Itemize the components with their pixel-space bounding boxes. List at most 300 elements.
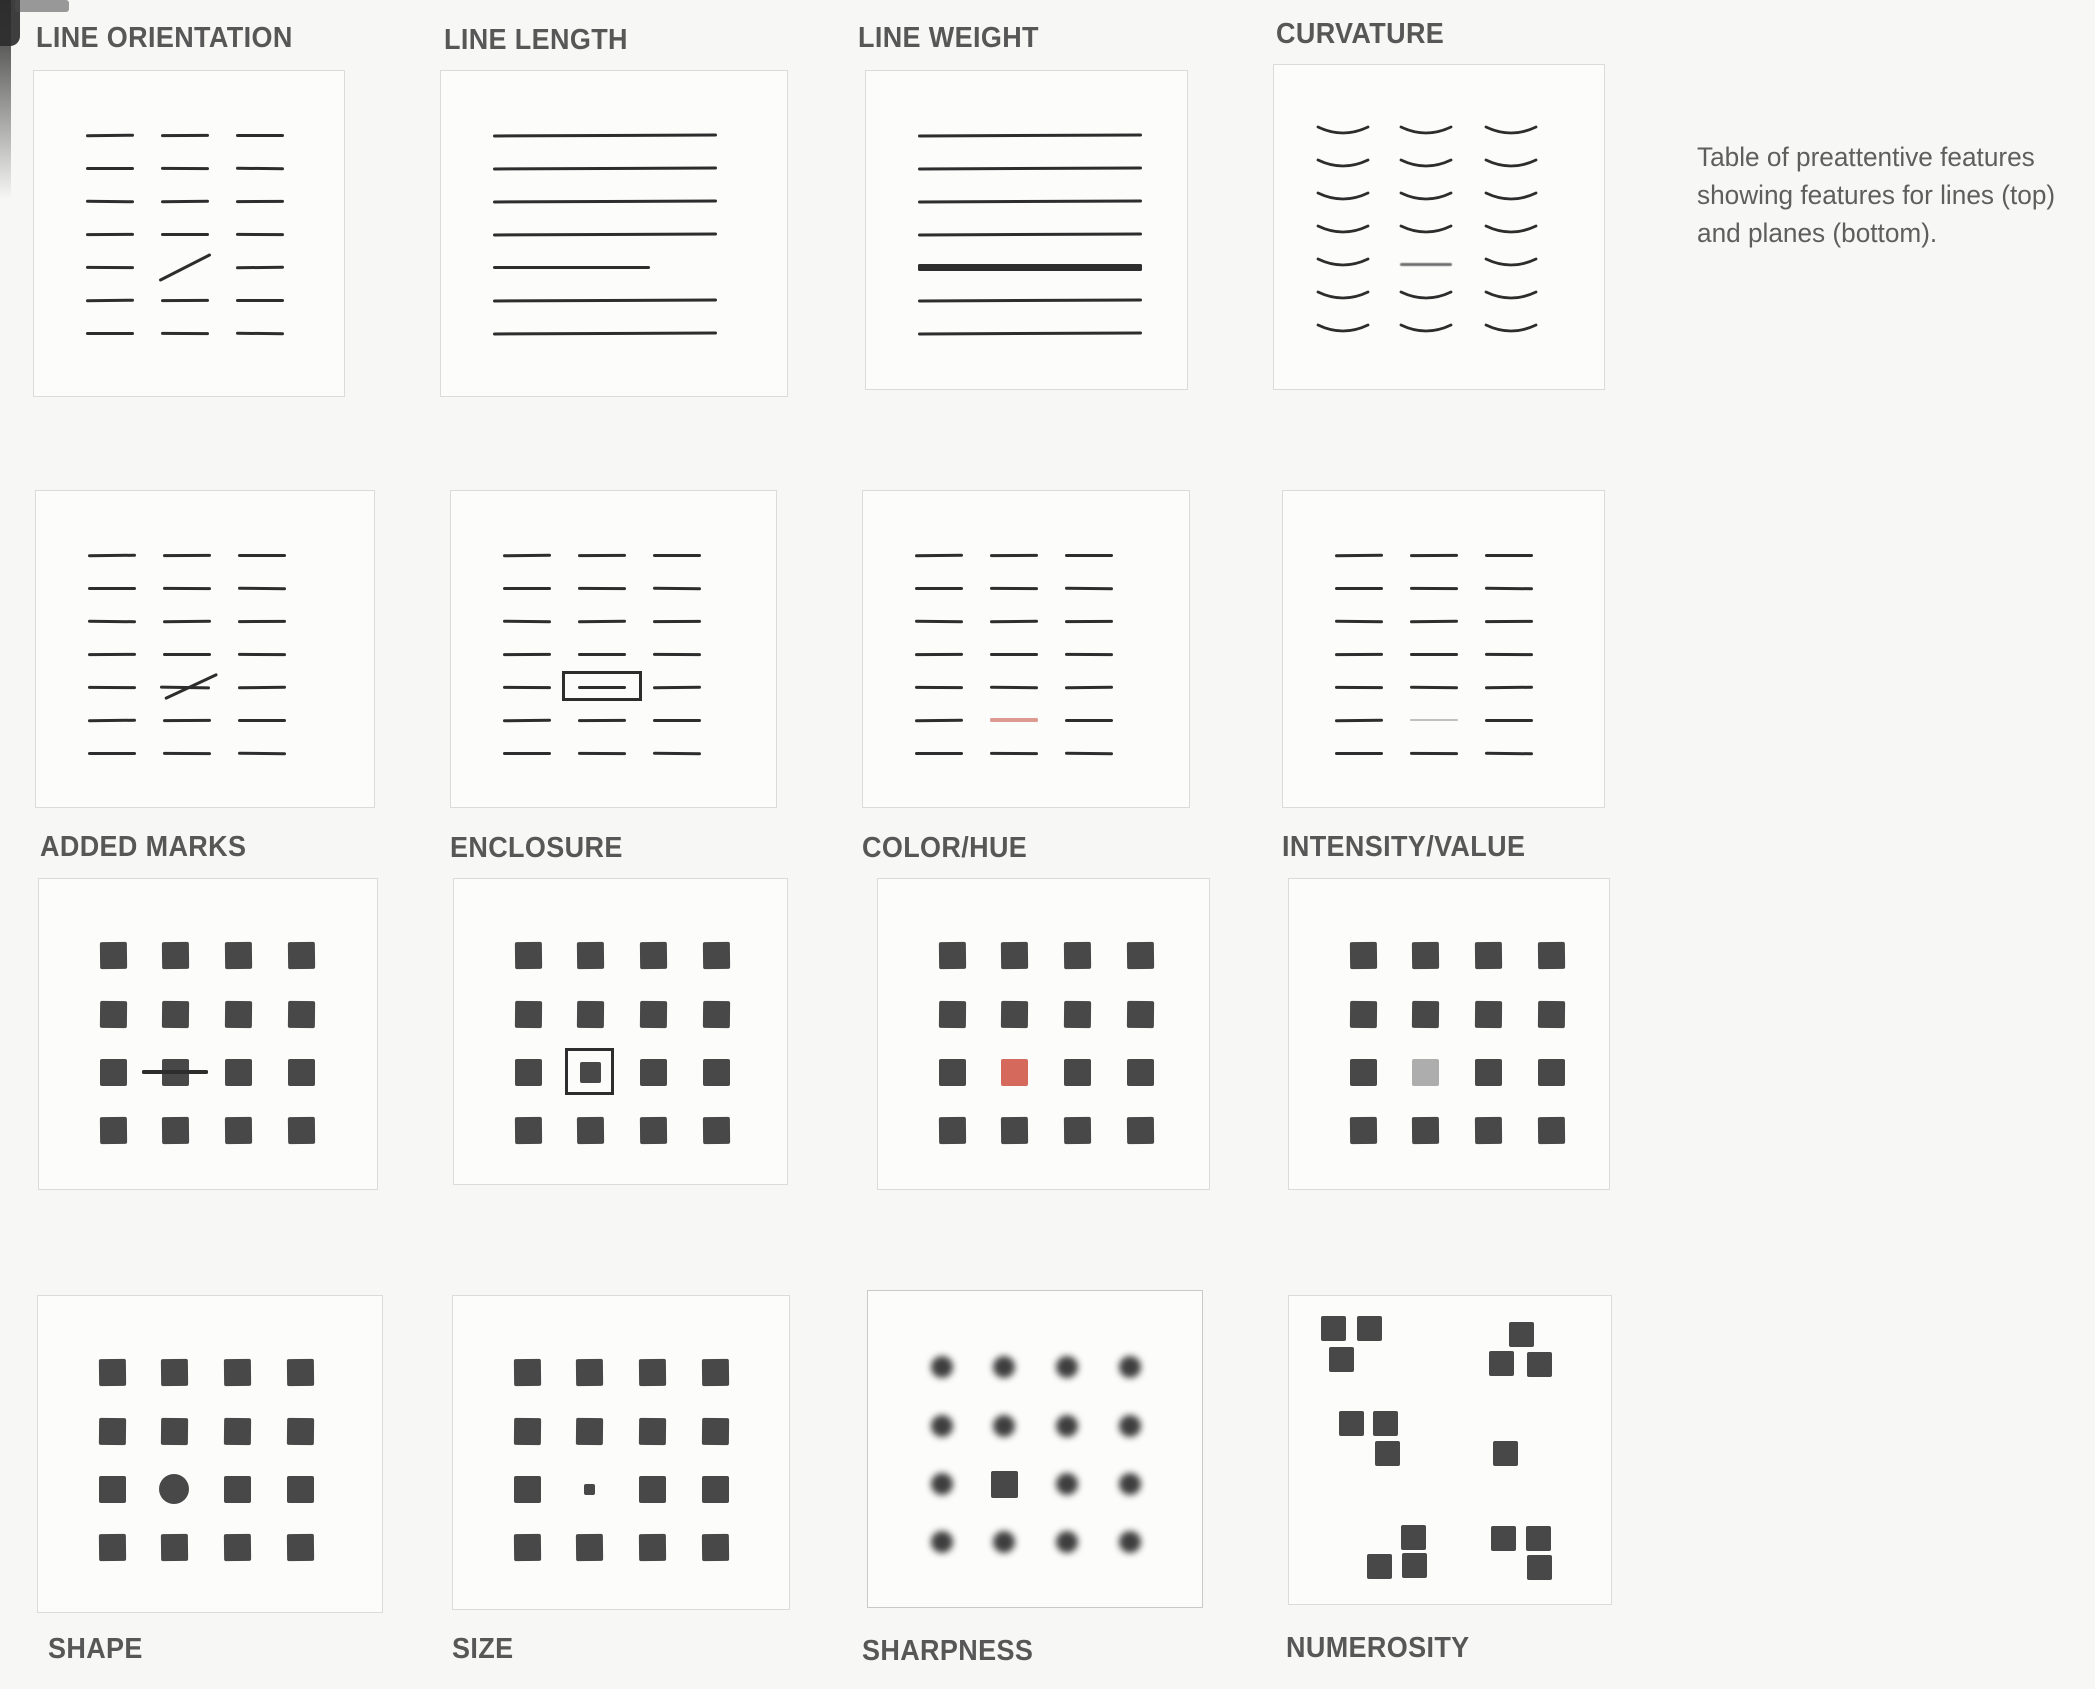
mark-blur-dot	[931, 1415, 953, 1437]
mark-square	[1474, 1000, 1501, 1027]
mark-line	[86, 133, 134, 137]
mark-line	[915, 587, 963, 590]
mark-square	[1537, 941, 1564, 968]
odd-square-red	[1001, 1059, 1028, 1086]
mark-curve	[1399, 156, 1453, 174]
panel-line-weight	[865, 70, 1188, 390]
label-numerosity: NUMEROSITY	[1286, 1632, 1470, 1664]
mark-square	[1350, 1059, 1377, 1086]
mark-square	[575, 1533, 602, 1560]
mark-line	[578, 586, 626, 589]
mark-curve	[1484, 156, 1538, 174]
mark-line	[1065, 554, 1113, 557]
mark-square	[99, 941, 126, 968]
mark-line	[990, 718, 1038, 722]
mark-square	[1127, 1059, 1154, 1086]
mark-square	[1000, 1116, 1027, 1143]
panel-enclosure-lines	[450, 490, 777, 808]
mark-line	[1485, 685, 1533, 689]
label-enclosure-lines: ENCLOSURE	[450, 832, 623, 864]
mark-square	[288, 1059, 315, 1086]
mark-square	[1126, 941, 1153, 968]
mark-line	[86, 199, 134, 203]
mark-line	[493, 232, 717, 236]
mark-line	[990, 553, 1038, 556]
mark-line	[236, 199, 284, 202]
mark-line	[161, 298, 209, 301]
mark-blur-dot	[993, 1531, 1015, 1553]
mark-scatter-square	[1367, 1554, 1392, 1579]
mark-scatter-square	[1373, 1411, 1398, 1436]
mark-square	[286, 1358, 313, 1385]
label-intensity-value-lines: INTENSITY/VALUE	[1282, 831, 1526, 863]
odd-circle	[159, 1474, 189, 1504]
mark-line	[493, 298, 717, 302]
mark-curve	[1316, 288, 1370, 306]
mark-line	[1335, 652, 1383, 655]
mark-blur-dot	[993, 1356, 1015, 1378]
mark-curve	[1399, 321, 1453, 339]
mark-line	[1065, 751, 1113, 755]
mark-square	[638, 1417, 665, 1444]
mark-square	[1411, 1116, 1438, 1143]
mark-line	[915, 652, 963, 655]
mark-line	[1485, 719, 1533, 722]
mark-square	[161, 941, 188, 968]
mark-line	[990, 751, 1038, 754]
mark-square	[938, 941, 965, 968]
mark-square	[1349, 941, 1376, 968]
label-added-marks-lines: ADDED MARKS	[40, 831, 247, 863]
mark-curve	[1316, 156, 1370, 174]
mark-scatter-square	[1493, 1441, 1518, 1466]
mark-line	[1065, 719, 1113, 722]
mark-square	[99, 1116, 126, 1143]
panel-shape	[37, 1295, 383, 1613]
mark-line	[503, 619, 551, 623]
mark-line	[918, 331, 1142, 335]
odd-square-sharp	[991, 1471, 1018, 1498]
mark-square	[514, 1476, 541, 1503]
mark-line	[161, 331, 209, 334]
mark-square	[639, 1116, 666, 1143]
mark-line	[918, 133, 1142, 137]
mark-curve	[1484, 255, 1538, 273]
mark-line	[1335, 553, 1383, 557]
mark-scatter-square	[1526, 1526, 1551, 1551]
mark-curve	[1316, 255, 1370, 273]
mark-line	[653, 751, 701, 755]
mark-square	[1411, 941, 1438, 968]
mark-line	[578, 619, 626, 623]
mark-line	[1335, 718, 1383, 722]
mark-line	[236, 166, 284, 170]
mark-square	[160, 1533, 187, 1560]
mark-square	[939, 1059, 966, 1086]
mark-blur-dot	[1119, 1356, 1141, 1378]
mark-square	[1063, 1000, 1090, 1027]
mark-square	[513, 1358, 540, 1385]
mark-square	[287, 1476, 314, 1503]
mark-line	[915, 685, 963, 688]
mark-line	[1410, 751, 1458, 754]
mark-square	[161, 1000, 188, 1027]
panel-size	[452, 1295, 790, 1610]
mark-line	[915, 752, 963, 755]
mark-line	[163, 553, 211, 556]
mark-blur-dot	[993, 1415, 1015, 1437]
mark-line	[158, 252, 211, 281]
mark-line	[653, 619, 701, 622]
mark-square	[575, 1417, 602, 1444]
mark-blur-dot	[1056, 1356, 1078, 1378]
mark-line	[163, 718, 211, 721]
mark-curve	[1316, 321, 1370, 339]
mark-curve	[1399, 123, 1453, 141]
panel-added-marks-lines	[35, 490, 375, 808]
mark-line	[990, 586, 1038, 589]
mark-line	[88, 685, 136, 688]
mark-line	[236, 299, 284, 302]
mark-square	[1064, 1059, 1091, 1086]
mark-line	[88, 652, 136, 655]
mark-square	[1538, 1059, 1565, 1086]
mark-line	[503, 587, 551, 590]
mark-line	[1485, 554, 1533, 557]
panel-enclosure-planes	[453, 878, 788, 1185]
mark-line	[918, 298, 1142, 302]
mark-line	[1335, 587, 1383, 590]
mark-line	[653, 586, 701, 590]
mark-square	[1349, 1000, 1376, 1027]
mark-line	[578, 553, 626, 556]
mark-square	[514, 941, 541, 968]
mark-line	[653, 685, 701, 689]
mark-line	[1410, 586, 1458, 589]
mark-square	[224, 1000, 251, 1027]
mark-square	[576, 1116, 603, 1143]
mark-line	[493, 133, 717, 137]
mark-square	[1126, 1000, 1153, 1027]
mark-line	[503, 752, 551, 755]
mark-square	[639, 941, 666, 968]
mark-line	[161, 233, 209, 236]
mark-curve	[1316, 123, 1370, 141]
mark-line	[161, 133, 209, 136]
mark-line	[88, 553, 136, 557]
mark-square	[98, 1533, 125, 1560]
mark-square	[640, 1059, 667, 1086]
mark-line	[161, 166, 209, 169]
mark-line	[915, 553, 963, 557]
mark-square	[576, 941, 603, 968]
mark-line	[163, 586, 211, 589]
mark-square	[160, 1417, 187, 1444]
mark-line	[1410, 653, 1458, 656]
mark-curve	[1399, 189, 1453, 207]
mark-square	[287, 941, 314, 968]
mark-line	[503, 718, 551, 722]
mark-square	[98, 1417, 125, 1444]
label-line-weight: LINE WEIGHT	[858, 22, 1039, 54]
mark-line	[163, 751, 211, 754]
mark-scatter-square	[1329, 1347, 1354, 1372]
mark-scatter-square	[1527, 1555, 1552, 1580]
mark-line	[238, 619, 286, 622]
mark-square	[224, 941, 251, 968]
mark-square	[513, 1533, 540, 1560]
mark-square	[223, 1358, 250, 1385]
mark-scatter-square	[1357, 1316, 1382, 1341]
mark-blur-dot	[1119, 1415, 1141, 1437]
panel-numerosity	[1288, 1295, 1612, 1605]
mark-line	[1485, 652, 1533, 655]
mark-scatter-square	[1489, 1351, 1514, 1376]
panel-line-length	[440, 70, 788, 397]
mark-line	[88, 619, 136, 623]
mark-line	[1335, 752, 1383, 755]
mark-line	[1335, 685, 1383, 688]
mark-line	[86, 298, 134, 302]
mark-blur-dot	[1056, 1415, 1078, 1437]
panel-color-hue-lines	[862, 490, 1190, 808]
mark-square	[161, 1116, 188, 1143]
mark-square	[1474, 941, 1501, 968]
mark-square	[286, 1417, 313, 1444]
mark-line	[238, 719, 286, 722]
mark-square	[1000, 1000, 1027, 1027]
caption-line: Table of preattentive features	[1697, 142, 2035, 172]
mark-line	[1065, 586, 1113, 590]
mark-line	[238, 586, 286, 590]
mark-line	[578, 751, 626, 754]
mark-line	[503, 553, 551, 557]
mark-blur-dot	[1056, 1531, 1078, 1553]
mark-square	[287, 1116, 314, 1143]
mark-line	[1410, 685, 1458, 689]
mark-line	[653, 719, 701, 722]
mark-square	[1537, 1000, 1564, 1027]
mark-scatter-square	[1402, 1553, 1427, 1578]
mark-curve	[1316, 222, 1370, 240]
mark-line	[653, 554, 701, 557]
panel-line-orientation	[33, 70, 345, 397]
odd-square-small	[584, 1484, 595, 1495]
panel-added-marks-planes	[38, 878, 378, 1190]
mark-square	[224, 1116, 251, 1143]
mark-curve	[1484, 288, 1538, 306]
label-line-orientation: LINE ORIENTATION	[36, 22, 293, 54]
mark-square	[1475, 1059, 1502, 1086]
mark-line	[1065, 652, 1113, 655]
mark-square	[160, 1358, 187, 1385]
mark-square	[1411, 1000, 1438, 1027]
mark-line	[86, 332, 134, 335]
mark-square	[1063, 941, 1090, 968]
mark-square	[701, 1358, 728, 1385]
mark-square	[1474, 1116, 1501, 1143]
mark-blur-dot	[931, 1356, 953, 1378]
mark-scatter-square	[1509, 1322, 1534, 1347]
mark-line	[1485, 619, 1533, 622]
caption-line: and planes (bottom).	[1697, 218, 1938, 248]
mark-curve	[1484, 123, 1538, 141]
mark-curve	[1399, 222, 1453, 240]
mark-square	[638, 1358, 665, 1385]
mark-line	[86, 265, 134, 268]
mark-line	[236, 331, 284, 335]
mark-line	[653, 652, 701, 655]
mark-blur-dot	[1056, 1473, 1078, 1495]
mark-curve	[1484, 222, 1538, 240]
mark-square	[223, 1417, 250, 1444]
mark-square	[575, 1358, 602, 1385]
mark-line	[493, 166, 717, 170]
mark-square	[100, 1059, 127, 1086]
figure-caption	[1697, 138, 2055, 252]
panel-curvature	[1273, 64, 1605, 390]
mark-square	[98, 1358, 125, 1385]
panel-color-hue-planes	[877, 878, 1210, 1190]
mark-line	[163, 619, 211, 623]
label-line-length: LINE LENGTH	[444, 24, 628, 56]
mark-blur-dot	[1119, 1473, 1141, 1495]
mark-square	[702, 1116, 729, 1143]
mark-blur-dot	[931, 1531, 953, 1553]
mark-square	[703, 1059, 730, 1086]
panel-intensity-value-planes	[1288, 878, 1610, 1190]
mark-line	[86, 167, 134, 170]
mark-line	[990, 653, 1038, 656]
label-sharpness: SHARPNESS	[862, 1635, 1034, 1667]
mark-line	[918, 166, 1142, 170]
mark-scatter-square	[1321, 1316, 1346, 1341]
mark-square	[286, 1533, 313, 1560]
mark-line	[238, 685, 286, 689]
mark-square	[702, 1000, 729, 1027]
mark-line	[915, 619, 963, 623]
mark-line	[918, 264, 1142, 271]
mark-square	[1126, 1116, 1153, 1143]
mark-line	[236, 265, 284, 269]
mark-square	[224, 1476, 251, 1503]
mark-line	[88, 752, 136, 755]
mark-square	[576, 1000, 603, 1027]
mark-line	[88, 718, 136, 722]
mark-line	[1410, 553, 1458, 556]
mark-line	[142, 1070, 208, 1074]
panel-sharpness	[867, 1290, 1203, 1608]
mark-square	[938, 1000, 965, 1027]
mark-curve	[1399, 288, 1453, 306]
mark-line	[238, 652, 286, 655]
mark-square	[223, 1533, 250, 1560]
mark-scatter-square	[1527, 1352, 1552, 1377]
mark-line	[1485, 586, 1533, 590]
mark-line	[578, 653, 626, 656]
mark-line	[493, 331, 717, 335]
mark-scatter-square	[1401, 1525, 1426, 1550]
mark-square	[1000, 941, 1027, 968]
label-size: SIZE	[452, 1633, 514, 1665]
mark-square	[701, 1533, 728, 1560]
mark-line	[493, 266, 650, 269]
mark-square	[701, 1417, 728, 1444]
mark-curve	[1484, 321, 1538, 339]
caption-line: showing features for lines (top)	[1697, 180, 2056, 210]
mark-square	[1537, 1116, 1564, 1143]
mark-line	[163, 653, 211, 656]
mark-line	[1335, 619, 1383, 623]
mark-square	[287, 1000, 314, 1027]
mark-square	[1063, 1116, 1090, 1143]
mark-square	[938, 1116, 965, 1143]
mark-square	[638, 1533, 665, 1560]
mark-square	[1349, 1116, 1376, 1143]
mark-line	[86, 232, 134, 235]
mark-line	[161, 199, 209, 203]
mark-square	[702, 941, 729, 968]
mark-square	[99, 1476, 126, 1503]
mark-square	[99, 1000, 126, 1027]
mark-square	[639, 1000, 666, 1027]
mark-line	[236, 134, 284, 137]
mark-scatter-square	[1339, 1411, 1364, 1436]
mark-line	[236, 232, 284, 235]
mark-square	[225, 1059, 252, 1086]
label-color-hue-lines: COLOR/HUE	[862, 832, 1028, 864]
mark-line	[1065, 685, 1113, 689]
mark-line	[990, 619, 1038, 623]
mark-line	[503, 652, 551, 655]
mark-square	[515, 1059, 542, 1086]
odd-enclosure-box	[565, 1048, 614, 1095]
mark-line	[238, 554, 286, 557]
mark-line	[1400, 263, 1452, 266]
mark-line	[918, 199, 1142, 203]
mark-line	[493, 199, 717, 203]
mark-square	[514, 1000, 541, 1027]
mark-line	[1485, 751, 1533, 755]
mark-blur-dot	[931, 1473, 953, 1495]
label-shape: SHAPE	[48, 1633, 143, 1665]
mark-blur-dot	[1119, 1531, 1141, 1553]
mark-line	[918, 232, 1142, 236]
mark-square	[702, 1476, 729, 1503]
mark-line	[915, 718, 963, 722]
label-curvature: CURVATURE	[1276, 18, 1445, 50]
mark-square	[639, 1476, 666, 1503]
mark-line	[88, 587, 136, 590]
scan-artifact-edge-mark	[15, 0, 69, 12]
mark-line	[990, 685, 1038, 689]
mark-square	[513, 1417, 540, 1444]
mark-square	[514, 1116, 541, 1143]
mark-scatter-square	[1491, 1526, 1516, 1551]
mark-curve	[1484, 189, 1538, 207]
mark-line	[1410, 719, 1458, 722]
mark-line	[238, 751, 286, 755]
mark-line	[578, 718, 626, 721]
mark-line	[1065, 619, 1113, 622]
mark-scatter-square	[1375, 1441, 1400, 1466]
mark-line	[1410, 619, 1458, 623]
odd-enclosure-box	[562, 671, 642, 701]
panel-intensity-value-lines	[1282, 490, 1605, 808]
mark-line	[503, 685, 551, 688]
mark-curve	[1316, 189, 1370, 207]
odd-square-gray	[1412, 1059, 1439, 1086]
